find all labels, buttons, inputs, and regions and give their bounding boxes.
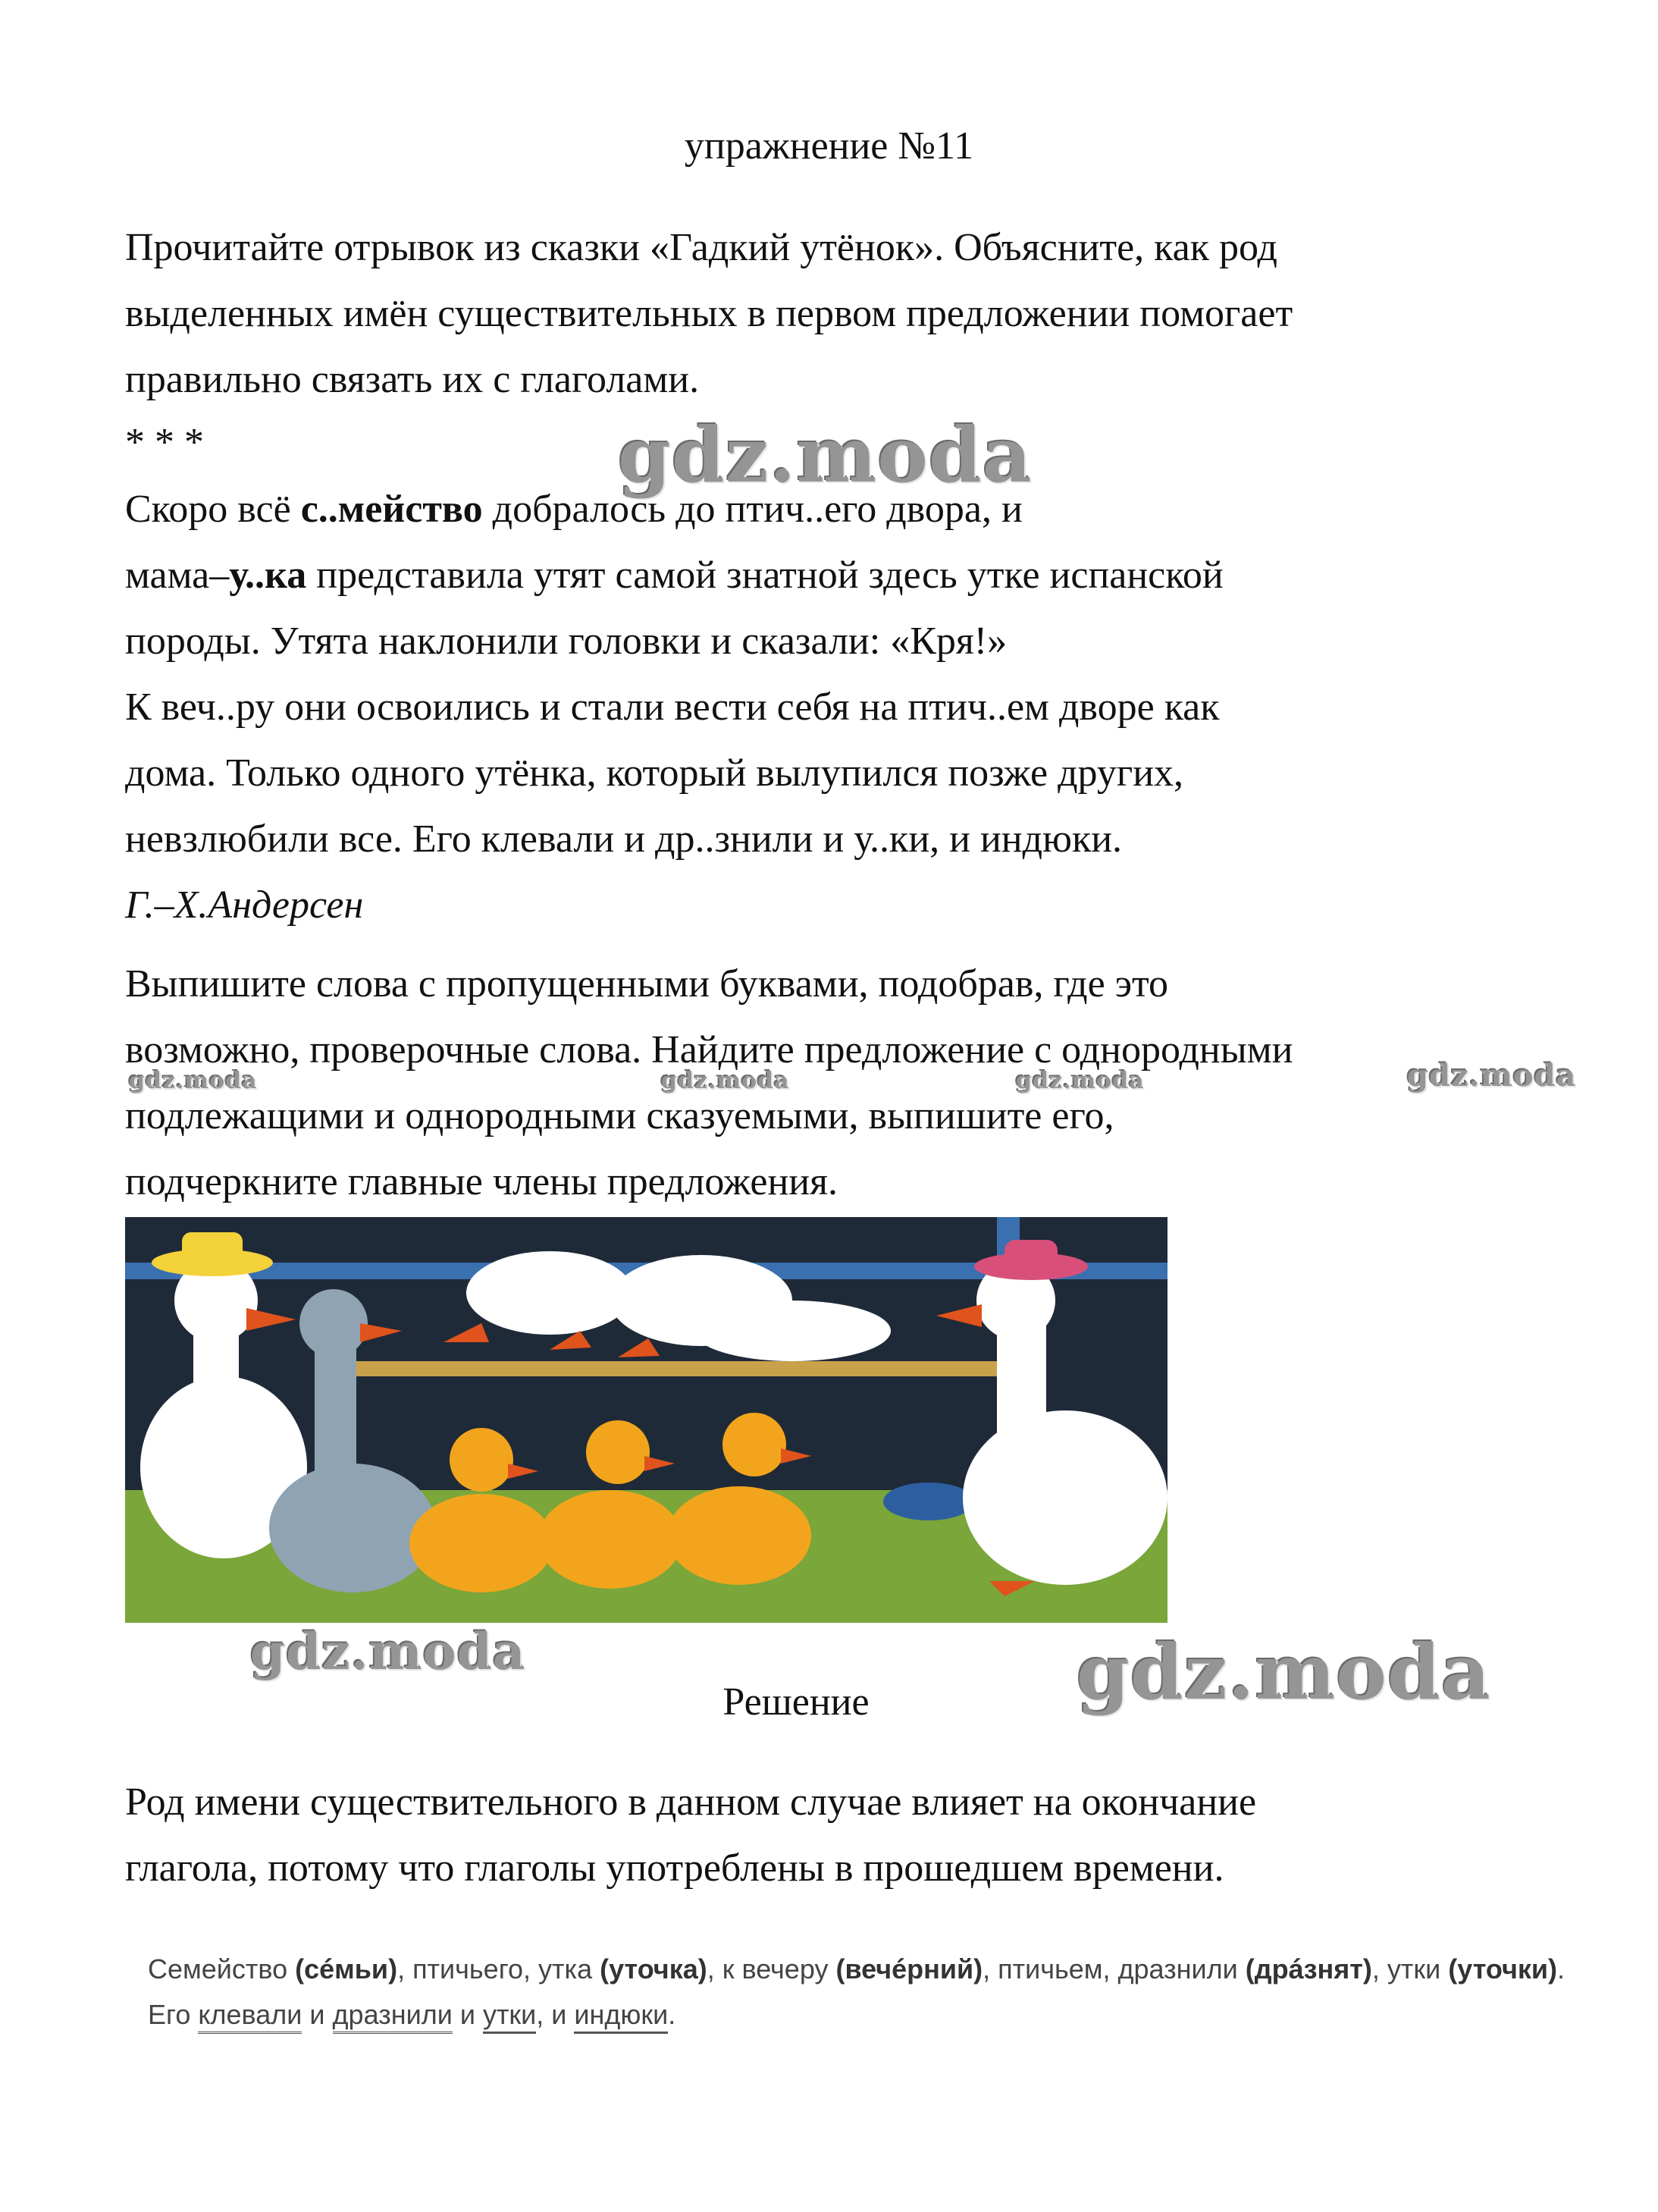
task-text	[125, 215, 1566, 413]
watermark-logo: gdz.moda	[1016, 1068, 1145, 1094]
predicate-underlined: клевали	[198, 1999, 302, 2034]
sentence-fragment: Его	[148, 1999, 199, 2030]
solution-text	[125, 1769, 1566, 1901]
stars-separator: * * *	[125, 421, 204, 464]
answer-word: .	[1557, 1953, 1566, 1985]
excerpt-line	[125, 542, 1566, 608]
excerpt-line: дома. Только одного утёнка, который вылупился позже других,	[125, 751, 1184, 795]
perch-rail	[353, 1361, 1035, 1376]
subject-underlined: индюки	[574, 1999, 668, 2034]
answer-sentence-line	[148, 1992, 1588, 2038]
excerpt-line: К веч..ру они освоились и стали вести себя на птич..ем дворе как	[125, 686, 1220, 729]
sentence-fragment: , и	[536, 1999, 575, 2030]
answer-word: , к вечеру	[707, 1953, 836, 1985]
sentence-fragment: .	[668, 1999, 676, 2030]
excerpt-line: породы. Утята наклонили головки и сказали: «Кря!»	[125, 620, 1008, 663]
excerpt-fragment: мама–	[125, 554, 230, 597]
watermark-logo: gdz.moda	[250, 1622, 526, 1681]
sentence-fragment: и	[452, 1999, 483, 2030]
excerpt-fragment: представила утят самой знатной здесь утке испанской	[306, 554, 1224, 597]
solution-heading: Решение	[722, 1680, 870, 1724]
check-word: (вечéрний)	[835, 1953, 983, 1985]
watermark-logo: gdz.moda	[1407, 1058, 1577, 1093]
check-word: (сéмьи)	[295, 1953, 398, 1985]
watermark-logo: gdz.moda	[661, 1068, 790, 1094]
highlighted-noun: у..ка	[229, 554, 307, 597]
task2-text	[125, 951, 1566, 1215]
excerpt-text	[125, 476, 1566, 938]
subject-underlined: утки	[483, 1999, 536, 2034]
task-line: Прочитайте отрывок из сказки «Гадкий утёнок». Объясните, как род	[125, 226, 1277, 269]
answer-block	[148, 1947, 1588, 2038]
excerpt-fragment: добралось до птич..его двора, и	[482, 488, 1023, 531]
food-bowl	[883, 1483, 974, 1520]
task-line: выделенных имён существительных в первом предложении помогает	[125, 292, 1293, 335]
highlighted-noun: с..мейство	[300, 488, 483, 531]
watermark-logo: gdz.moda	[129, 1068, 258, 1094]
barnyard-illustration	[125, 1217, 1167, 1623]
watermark-logo: gdz.moda	[1077, 1627, 1491, 1717]
excerpt-fragment: Скоро всё	[125, 488, 301, 531]
task-line: правильно связать их с глаголами.	[125, 358, 700, 401]
excerpt-author: Г.–Х.Андерсен	[125, 883, 364, 927]
check-word: (дрáзнят)	[1245, 1953, 1372, 1985]
answer-words-line	[148, 1947, 1588, 1992]
solution-line: глагола, потому что глаголы употреблены в прошедшем времени.	[125, 1846, 1224, 1890]
task2-line: подлежащими и однородными сказуемыми, выпишите его,	[125, 1094, 1114, 1137]
watermark-logo: gdz.moda	[618, 410, 1033, 500]
task2-line: Выпишите слова с пропущенными буквами, подобрав, где это	[125, 962, 1169, 1006]
answer-word: Семейство	[148, 1953, 296, 1985]
check-word: (уточка)	[600, 1953, 707, 1985]
answer-word: , птичьем, дразнили	[983, 1953, 1246, 1985]
solution-line: Род имени существительного в данном случае влияет на окончание	[125, 1781, 1257, 1824]
ducklings	[409, 1413, 811, 1592]
sentence-fragment: и	[302, 1999, 333, 2030]
task2-line: возможно, проверочные слова. Найдите предложение с однородными	[125, 1028, 1293, 1071]
answer-word: , утки	[1371, 1953, 1449, 1985]
answer-word: , птичьего, утка	[397, 1953, 600, 1985]
predicate-underlined: дразнили	[333, 1999, 453, 2034]
task2-line: подчеркните главные члены предложения.	[125, 1160, 838, 1203]
check-word: (уточки)	[1448, 1953, 1558, 1985]
excerpt-line: невзлюбили все. Его клевали и др..знили и у..ки, и индюки.	[125, 817, 1123, 861]
exercise-title: упражнение №11	[684, 124, 974, 168]
